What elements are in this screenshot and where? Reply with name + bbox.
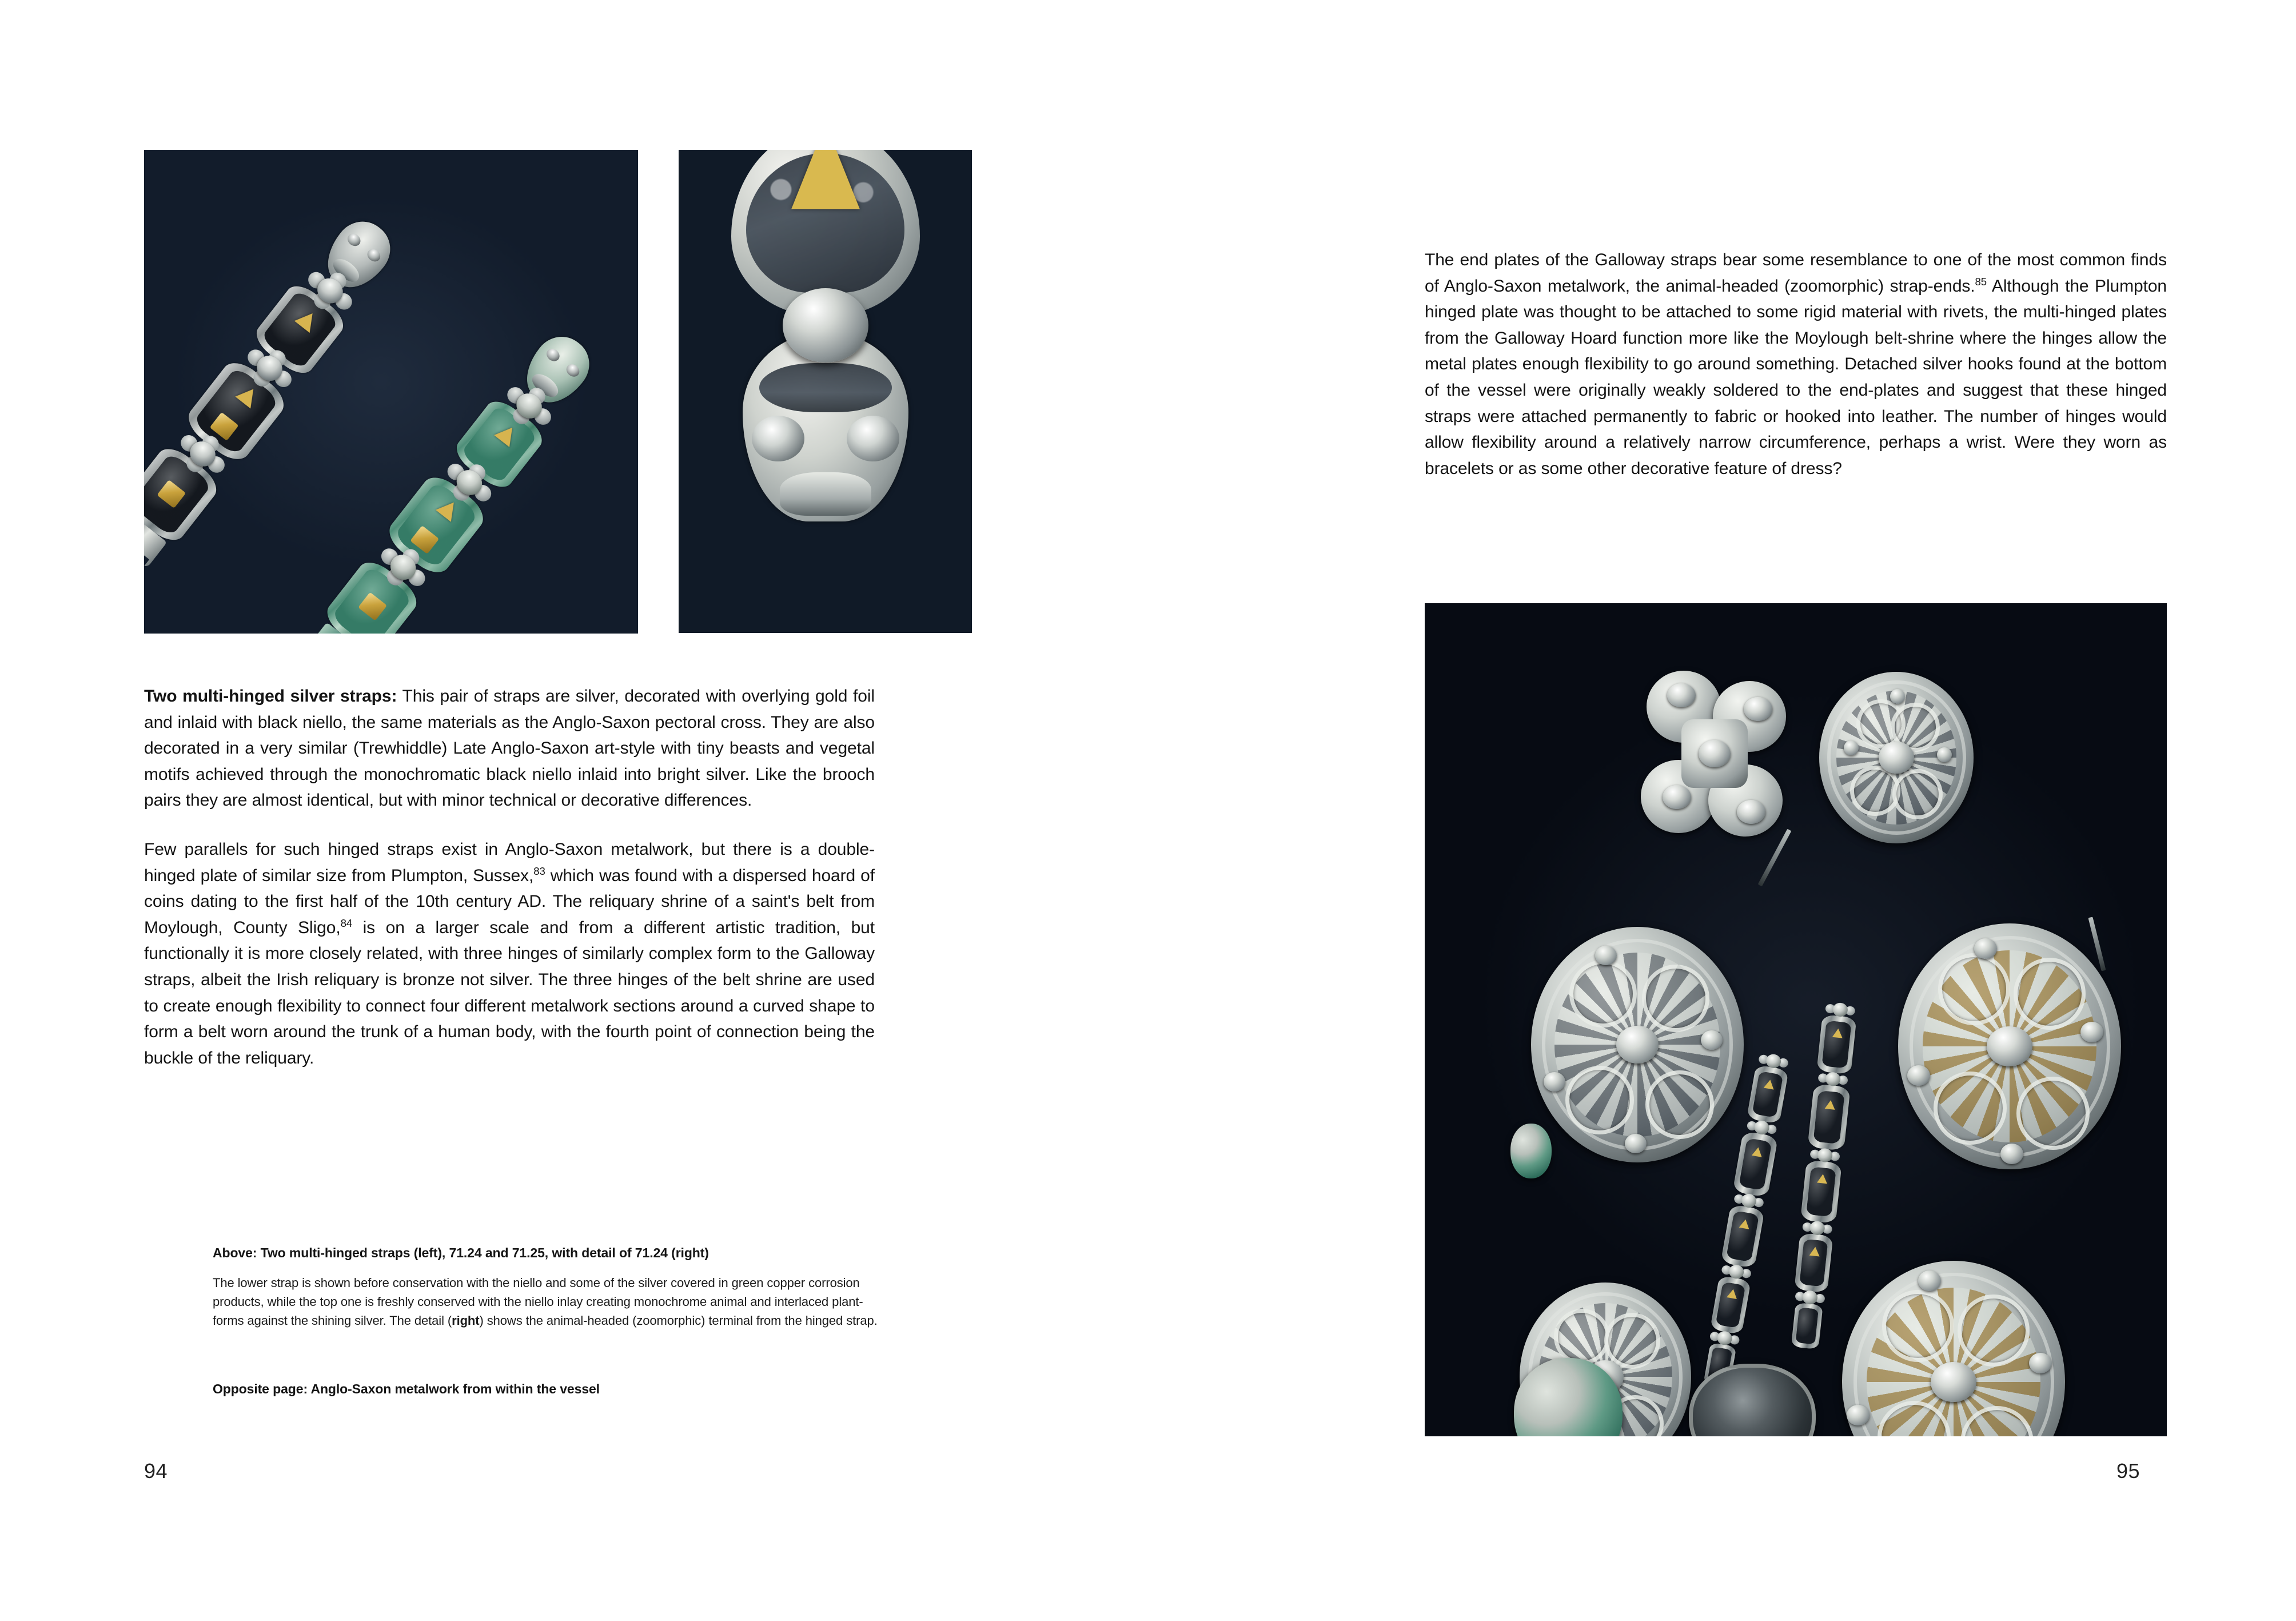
footnote-ref-84: 84 [340, 917, 353, 929]
paragraph-text-part-2: Although the Plumpton hinged plate was thought to be attached to some rigid material with rivets, the multi-hinged plates from the Galloway Hoard function more like the Moylough belt-shrine where the hinges allow the metal plates enough flexibility to go around something. Detached silver hooks found at the bottom of the vessel were originally weakly soldered to the end-plates and suggest that these hinged straps were attached permanently to fabric or hooked into leather. The number of hinges would allow flexibility around a relatively narrow circumference, perhaps a wrist. Were they worn as bracelets or as some other decorative feature of dress? [1425, 276, 2167, 478]
disc-brooch-openwork-middle-left [1531, 927, 1744, 1162]
disc-brooch-openwork-top-right [1819, 672, 1974, 843]
animal-brow-niello [759, 363, 892, 412]
right-page-body-text [1425, 247, 2167, 481]
paragraph-end-plates [1425, 247, 2167, 481]
paragraph-parallels [144, 837, 875, 1071]
footnote-ref-83: 83 [533, 865, 545, 877]
paragraph-straps-description [144, 683, 875, 814]
paragraph-lead-in: Two multi-hinged silver straps: [144, 687, 397, 706]
paragraph-text: This pair of straps are silver, decorated with overlying gold foil and inlaid with black niello, the same materials as the Anglo-Saxon pectoral cross. They are also decorated in a very similar (Trewhiddle) Late Anglo-Saxon art-style with tiny beasts and vegetal motifs achieved through the monochromatic black niello inlaid into bright silver. Like the brooch pairs they are almost identical, but with minor technical or decorative differences. [144, 687, 875, 810]
caption-title: Above: Two multi-hinged straps (left), 71.24 and 71.25, with detail of 71.24 (right) [213, 1245, 709, 1260]
terminal-eye-left [345, 231, 363, 249]
figure-caption-block [213, 1245, 882, 1397]
quatrefoil-brooch-upper [1641, 671, 1788, 837]
animal-muzzle [780, 472, 871, 516]
paragraph-text-part-1: Few parallels for such hinged straps exist in Anglo-Saxon metalwork, but there is a double-hinged plate of similar size from Plumpton, Sussex, [144, 839, 875, 885]
animal-eye-right [847, 416, 899, 461]
caption-body [213, 1273, 882, 1330]
page-number-right: 95 [2116, 1459, 2140, 1483]
page-number-left: 94 [144, 1459, 168, 1483]
animal-eye-left [752, 416, 804, 461]
left-page-body-text [144, 683, 875, 1071]
photo-anglo-saxon-metalwork-group [1425, 603, 2167, 1436]
terminal-eye-right [365, 246, 382, 264]
gold-foil-triangle [791, 150, 860, 209]
caption-body-part-1: The lower strap is shown before conservation with the niello and some of the silver covered in green copper corrosion products, while the top one is freshly conserved with the niello inlay creating monochrome animal and interlaced plant-forms against the shining silver. The detail ( [213, 1276, 863, 1328]
paragraph-text-part-2: which was found with a dispersed hoard of coins dating to the first half of the 10th century AD. The reliquary shrine of a saint's belt from Moylough, County Sligo, [144, 866, 875, 937]
paragraph-text-part-1: The end plates of the Galloway straps bear some resemblance to one of the most common finds of Anglo-Saxon metalwork, the animal-headed (zoomorphic) strap-ends. [1425, 250, 2167, 296]
paragraph-text-part-3: is on a larger scale and from a different artistic tradition, but functionally it is more closely related, with three hinges of similarly complex form to the Galloway straps, albeit the Irish reliquary is bronze not silver. The three hinges of the belt shrine are used to create enough flexibility to connect four different metalwork sections around a curved shape to form a belt worn around the trunk of a human body, with the fourth point of connection being the buckle of the reliquary. [144, 918, 875, 1068]
caption-opposite-page: Opposite page: Anglo-Saxon metalwork from within the vessel [213, 1381, 600, 1396]
disc-brooch-gilded-right [1898, 923, 2121, 1169]
caption-body-emphasis: right [452, 1313, 480, 1328]
corroded-fragment-left-edge [1510, 1124, 1552, 1178]
footnote-ref-85: 85 [1975, 275, 1987, 288]
central-silver-boss [783, 288, 868, 363]
caption-body-part-2: ) shows the animal-headed (zoomorphic) terminal from the hinged strap. [479, 1313, 878, 1328]
zoomorphic-terminal [731, 150, 920, 316]
photo-zoomorphic-terminal-detail [679, 150, 972, 633]
photo-two-multi-hinged-straps [144, 150, 638, 634]
